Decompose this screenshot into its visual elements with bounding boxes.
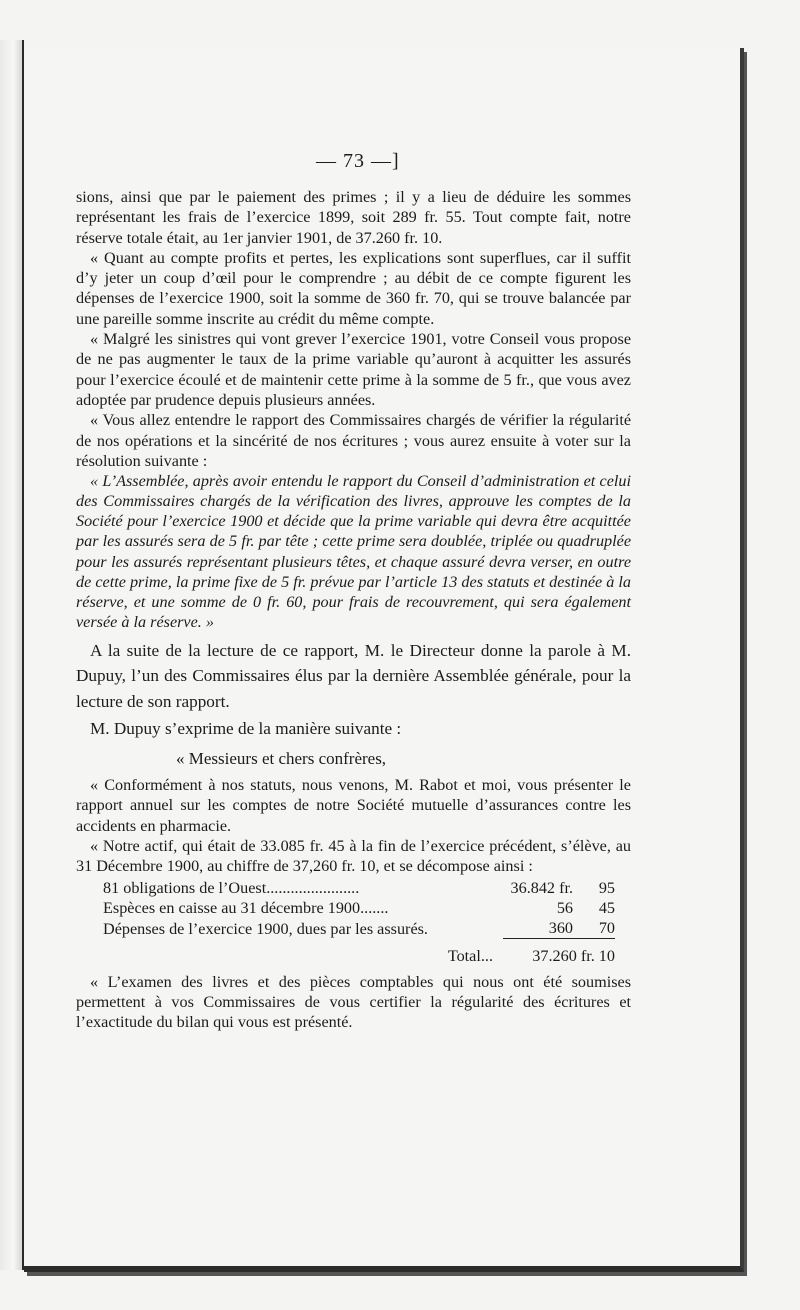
row-label: Espèces en caisse au 31 décembre 1900....... [103, 898, 389, 917]
page-number: — 73 —] [316, 150, 400, 172]
paragraph: « Vous allez entendre le rapport des Commissaires chargés de vérifier la régularité de nos opérations et la sincérité de nos écritures ; vous aurez ensuite à voter sur la résolution suivante : [76, 411, 631, 470]
paragraph: M. Dupuy s’exprime de la manière suivante : [90, 718, 402, 738]
table-row [103, 918, 615, 939]
paragraph: « Notre actif, qui était de 33.085 fr. 45 à la fin de l’exercice précédent, s’élève, au 31 Décembre 1900, au chiffre de 37,260 fr. 10, et se décompose ainsi : [76, 836, 631, 876]
resolution-paragraph: « L’Assemblée, après avoir entendu le rapport du Conseil d’administration et celui des Commissaires chargés de la vérification des livres, approuve les comptes de la Société pour l’exercice 1900 et décide que la prime variable qui devra être acquittée par les assurés sera de 5 fr. par tête ; cette prime sera doublée, triplée ou quadruplée pour les assurés représentant plusieurs têtes, et chaque assuré devra verser, en outre de cette prime, la prime fixe de 5 fr. prévue par l’article 13 des statuts et destinée à la réserve, et une somme de 0 fr. 60, pour frais de recouvrement, qui sera également versée à la réserve. » [76, 472, 631, 631]
balance-table [103, 878, 615, 967]
salutation: « Messieurs et chers confrères, [176, 749, 387, 769]
row-label: 81 obligations de l’Ouest....................... [103, 878, 360, 897]
paragraph: « Quant au compte profits et pertes, les explications sont superflues, car il suffit d’y jeter un coup d’œil pour le comprendre ; au débit de ce compte figurent les dépenses de l’exercice 1900, soit la somme de 360 fr. 70, qui se trouve balancée par une pareille somme inscrite au crédit du même compte. [76, 248, 631, 328]
table-row [103, 898, 615, 918]
row-cents: 45 [598, 898, 615, 917]
previous-page-edge [0, 40, 24, 1270]
paragraph: « Conformément à nos statuts, nous venons, M. Rabot et moi, vous présenter le rapport annuel sur les comptes de notre Société mutuelle d’assurances contre les accidents en pharmacie. [76, 776, 631, 835]
row-cents: 70 [573, 918, 615, 939]
paragraph: A la suite de la lecture de ce rapport, M. le Directeur donne la parole à M. Dupuy, l’un des Commissaires élus par la dernière Assemblée générale, pour la lecture de son rapport. [76, 640, 631, 711]
paragraph: « Malgré les sinistres qui vont grever l’exercice 1901, votre Conseil vous propose de ne pas augmenter le taux de la prime variable qu’auront à acquitter les assurés pour l’exercice écoulé et de maintenir cette prime à la somme de 5 fr., que vous avez adoptée par prudence depuis plusieurs années. [76, 330, 631, 409]
page-text [76, 187, 631, 1033]
total-value: 37.260 fr. 10 [532, 947, 615, 966]
paragraph: sions, ainsi que par le paiement des primes ; il y a lieu de déduire les sommes représentant les frais de l’exercice 1899, soit 289 fr. 55. Tout compte fait, notre réserve totale était, au 1er janvier 1901, de 37.260 fr. 10. [76, 188, 631, 247]
row-label: Dépenses de l’exercice 1900, dues par les assurés. [103, 919, 428, 938]
row-francs: 36.842 fr. [510, 878, 573, 897]
row-francs: 56 [556, 898, 573, 917]
table-row [103, 878, 615, 898]
paragraph: « L’examen des livres et des pièces comptables qui nous ont été soumises permettent à vos Commissaires de vous certifier la régularité des écritures et l’exactitude du bilan qui vous est présenté. [76, 972, 631, 1032]
total-label: Total... [447, 947, 493, 966]
total-row [103, 939, 615, 967]
row-francs: 360 [503, 918, 573, 939]
row-cents: 95 [598, 878, 615, 897]
